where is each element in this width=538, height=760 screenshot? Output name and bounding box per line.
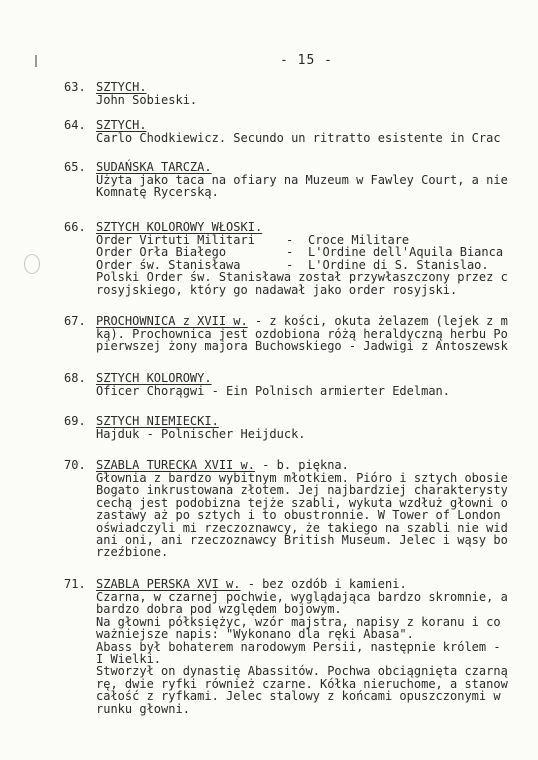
page-number: - 15 -	[280, 53, 333, 68]
margin-mark	[35, 55, 37, 67]
entry-line: Polski Order św. Stanisława został przywłaszczony przez c	[96, 270, 508, 285]
entry-line: rę, dwie ryfki również czarne. Kółka nieruchome, a stanow	[96, 676, 508, 691]
entry-line: rosyjskiego, który go nadawał jako order rosyjski.	[96, 282, 458, 297]
entry-number: 70.	[64, 458, 86, 472]
order-polish: Order Orła Białego	[96, 245, 227, 260]
entry-63	[64, 80, 538, 106]
entry-title: SZTYCH KOLOROWY.	[96, 371, 212, 385]
entry-title: PROCHOWNICA z XVII w.	[96, 314, 248, 328]
entry-line: całość z ryfkami. Jelec stalowy z końcami opuszczonymi w	[96, 689, 501, 704]
entry-line: oświadczyli mi rzeczoznawcy, że takiego na szabli nie wid	[96, 520, 508, 535]
order-polish: Order Virtuti Militari	[96, 233, 255, 247]
punch-hole	[24, 254, 40, 274]
entry-line: Bogato inkrustowana złotem. Jej najbardziej charakterysty	[96, 483, 508, 498]
entry-title: SZABLA TURECKA XVII w.	[96, 458, 255, 472]
order-row	[96, 246, 538, 258]
order-italian: Croce Militare	[308, 233, 410, 247]
entry-68	[64, 371, 538, 397]
order-dash: -	[286, 257, 294, 272]
entry-number: 67.	[64, 314, 86, 328]
order-polish: Order św. Stanisława	[96, 257, 241, 272]
entry-64	[64, 118, 538, 144]
entry-number: 65.	[64, 160, 86, 174]
entry-line: I Wielki.	[96, 652, 162, 667]
entry-line: cechą jest podobizna tejże szabli, wykuta wzdłuż głowni o	[96, 495, 508, 510]
entry-line: runku głowni.	[96, 701, 190, 716]
entry-title-rest: - bez ozdób i kamieni.	[240, 577, 407, 591]
entry-69	[64, 414, 538, 440]
entry-line: Na głowni półksiężyc, wzór majstra, napisy z koranu i co	[96, 614, 501, 629]
entry-title: SZTYCH.	[96, 80, 147, 94]
entry-number: 64.	[64, 118, 86, 132]
entry-title: SZTYCH KOLOROWY WŁOSKI.	[96, 220, 263, 234]
entry-line: Czarna, w czarnej pochwie, wyglądająca bardzo skromnie, a	[96, 590, 508, 604]
order-dash: -	[286, 245, 294, 260]
entry-line: John Sobieski.	[96, 93, 198, 107]
entry-line: Abass był bohaterem narodowym Persii, następnie królem -	[96, 639, 501, 654]
entry-title-rest: - z kości, okuta żelazem (lejek z m	[247, 314, 508, 328]
entry-number: 66.	[64, 220, 86, 234]
entry-line: ważniejsze napis: "Wykonano dla ręki Abasa".	[96, 627, 414, 642]
entry-number: 68.	[64, 371, 86, 385]
order-italian: L'Ordine dell'Aquila Bianca	[308, 245, 504, 260]
entry-number: 69.	[64, 414, 86, 428]
entry-line: Komnatę Rycerską.	[96, 185, 219, 200]
entry-line: ką). Prochownica jest ozdobiona różą heraldyczną herbu Po	[96, 327, 508, 341]
entry-title-rest: - b. piękna.	[254, 458, 349, 472]
entry-line: Oficer Chorągwi - Ein Polnisch armierter Edelman.	[96, 384, 451, 398]
entry-line: Stworzył on dynastię Abassitów. Pochwa obciągnięta czarną	[96, 664, 508, 679]
order-dash: -	[286, 233, 294, 247]
entry-line: rzeźbione.	[96, 545, 169, 560]
entry-line: zastawy aż po sztych i to obustronnie. W Tower of London	[96, 508, 501, 523]
entry-65	[64, 160, 538, 199]
entry-line: ani oni, ani rzeczoznawcy British Museum. Jelec i wąsy bo	[96, 533, 508, 548]
entry-line: Carlo Chodkiewicz. Secundo un ritratto esistente in Crac	[96, 131, 501, 145]
entry-title: SZABLA PERSKA XVI w.	[96, 577, 241, 591]
entry-number: 63.	[64, 80, 86, 94]
entry-67	[64, 314, 538, 353]
entry-66	[64, 220, 538, 296]
entry-line: Użyta jako taca na ofiary na Muzeum w Fawley Court, a nie	[96, 173, 508, 187]
entry-title: SUDAŃSKA TARCZA.	[96, 160, 212, 174]
entry-number: 71.	[64, 577, 86, 591]
entry-line: pierwszej żony majora Buchowskiego - Jadwigi z Antoszewsk	[96, 339, 508, 354]
entry-line: Hajduk - Polnischer Heijduck.	[96, 427, 306, 441]
entry-line: bardzo dobra pod względem bojowym.	[96, 602, 342, 617]
entry-line: Głownia z bardzo wybitnym młotkiem. Pióro i sztych obosie	[96, 471, 508, 485]
entry-70	[64, 458, 538, 559]
entry-71	[64, 577, 538, 715]
order-italian: L'Ordine di S. Stanislao.	[308, 257, 489, 272]
entry-title: SZTYCH NIEMIECKI.	[96, 414, 219, 428]
entry-title: SZTYCH.	[96, 118, 147, 132]
